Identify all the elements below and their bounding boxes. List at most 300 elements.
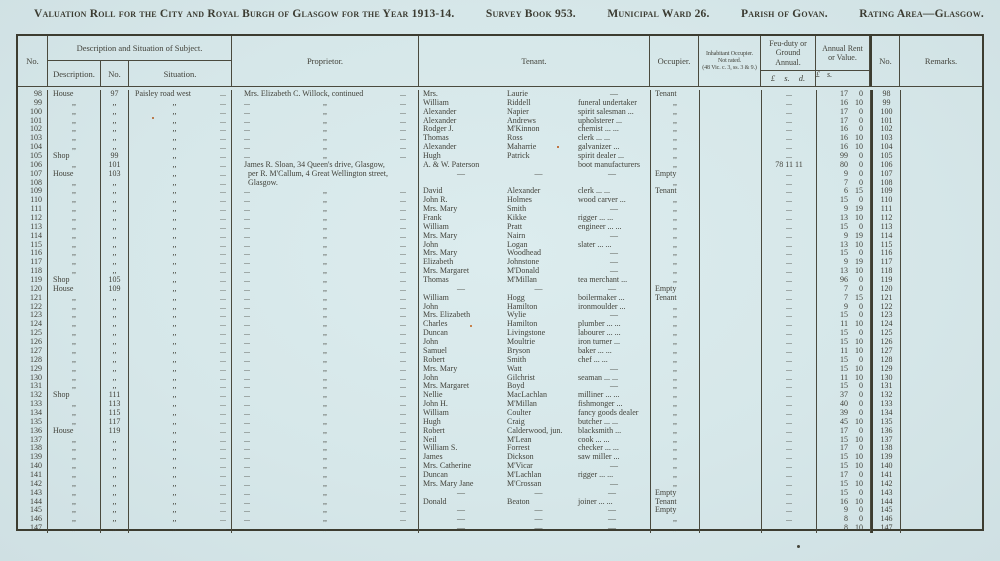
cell-street-no: ,, [101, 117, 129, 126]
cell-description: ,, [48, 382, 101, 391]
cell-situation: ,, ... [129, 99, 232, 108]
cell-entry-no-right: 110 [871, 196, 901, 205]
cell-tenant: Neil M'Lean cook ... ... [419, 436, 651, 445]
cell-occupier: ,, [651, 214, 700, 223]
cell-feu-duty: ... [762, 205, 817, 214]
cell-entry-no: 122 [18, 303, 48, 312]
cell-situation: ,, ... [129, 409, 232, 418]
cell-feu-duty: ... [762, 267, 817, 276]
cell-proprietor: ... ,, ... [232, 267, 419, 276]
cell-inhabitant-occupier [700, 125, 762, 134]
table-row [18, 161, 982, 170]
cell-situation: ,, ... [129, 418, 232, 427]
cell-description: ,, [48, 214, 101, 223]
cell-tenant: Mrs. Mary Nairn — [419, 232, 651, 241]
cell-remarks [901, 347, 982, 356]
cell-annual-rent: 7 15 [817, 294, 871, 303]
cell-situation: ,, ... [129, 125, 232, 134]
table-row [18, 338, 982, 347]
cell-street-no: ,, [101, 267, 129, 276]
cell-entry-no-right: 99 [871, 99, 901, 108]
cell-inhabitant-occupier [700, 152, 762, 161]
table-row [18, 471, 982, 480]
cell-annual-rent: 17 0 [817, 471, 871, 480]
cell-inhabitant-occupier [700, 108, 762, 117]
cell-feu-duty: ... [762, 108, 817, 117]
cell-entry-no: 125 [18, 329, 48, 338]
cell-inhabitant-occupier [700, 320, 762, 329]
cell-feu-duty: ... [762, 285, 817, 294]
cell-entry-no: 146 [18, 515, 48, 524]
cell-entry-no-right: 109 [871, 187, 901, 196]
cell-street-no: 119 [101, 427, 129, 436]
cell-proprietor: ... ,, ... [232, 524, 419, 533]
cell-inhabitant-occupier [700, 374, 762, 383]
cell-proprietor: ... ,, ... [232, 125, 419, 134]
table-row [18, 418, 982, 427]
cell-entry-no-right: 133 [871, 400, 901, 409]
cell-tenant: — — — [419, 506, 651, 515]
cell-street-no: ,, [101, 232, 129, 241]
cell-entry-no: 106 [18, 161, 48, 170]
cell-occupier: ,, [651, 471, 700, 480]
cell-situation: ,, ... [129, 462, 232, 471]
cell-street-no: ,, [101, 356, 129, 365]
cell-proprietor: ... ,, ... [232, 382, 419, 391]
cell-tenant: Mrs. Catherine M'Vicar — [419, 462, 651, 471]
cell-tenant: William Coulter fancy goods dealer [419, 409, 651, 418]
cell-inhabitant-occupier [700, 436, 762, 445]
cell-tenant: Hugh Patrick spirit dealer ... [419, 152, 651, 161]
cell-tenant: Robert Smith chef ... ... [419, 356, 651, 365]
cell-entry-no: 126 [18, 338, 48, 347]
table-row [18, 267, 982, 276]
cell-entry-no-right: 126 [871, 338, 901, 347]
cell-occupier: Tenant [651, 498, 700, 507]
cell-inhabitant-occupier [700, 480, 762, 489]
cell-feu-duty: ... [762, 187, 817, 196]
paper-speck [797, 545, 800, 548]
cell-street-no: ,, [101, 187, 129, 196]
table-row [18, 320, 982, 329]
cell-annual-rent: 99 0 [817, 152, 871, 161]
cell-occupier: ,, [651, 99, 700, 108]
title-municipal-ward: Municipal Ward 26. [607, 8, 710, 20]
cell-remarks [901, 356, 982, 365]
cell-description: ,, [48, 436, 101, 445]
cell-tenant: William Riddell funeral undertaker [419, 99, 651, 108]
cell-entry-no: 128 [18, 356, 48, 365]
cell-description: ,, [48, 134, 101, 143]
cell-entry-no: 115 [18, 241, 48, 250]
cell-occupier: ,, [651, 427, 700, 436]
header-group-label: Description and Situation of Subject. [48, 36, 231, 61]
cell-tenant: Alexander Maharrie galvanizer ... [419, 143, 651, 152]
cell-inhabitant-occupier [700, 249, 762, 258]
cell-street-no: ,, [101, 347, 129, 356]
cell-description: ,, [48, 232, 101, 241]
header-sub-description: Description. [48, 61, 101, 86]
cell-situation: ,, ... [129, 152, 232, 161]
cell-street-no: ,, [101, 179, 129, 188]
cell-entry-no-right: 111 [871, 205, 901, 214]
cell-annual-rent: 17 0 [817, 90, 871, 99]
cell-situation: ,, ... [129, 480, 232, 489]
cell-feu-duty: ... [762, 515, 817, 524]
cell-entry-no: 147 [18, 524, 48, 533]
cell-situation: ,, ... [129, 471, 232, 480]
cell-remarks [901, 365, 982, 374]
cell-inhabitant-occupier [700, 418, 762, 427]
cell-inhabitant-occupier [700, 170, 762, 179]
cell-proprietor: ... ,, ... [232, 249, 419, 258]
cell-inhabitant-occupier [700, 117, 762, 126]
table-row [18, 90, 982, 99]
cell-annual-rent: 9 0 [817, 506, 871, 515]
cell-feu-duty: ... [762, 320, 817, 329]
cell-annual-rent: 15 0 [817, 196, 871, 205]
table-row [18, 99, 982, 108]
cell-situation: ,, ... [129, 276, 232, 285]
cell-feu-duty: ... [762, 356, 817, 365]
cell-inhabitant-occupier [700, 303, 762, 312]
cell-annual-rent: 7 0 [817, 179, 871, 188]
cell-remarks [901, 214, 982, 223]
cell-remarks [901, 427, 982, 436]
cell-inhabitant-occupier [700, 347, 762, 356]
cell-tenant: Duncan Livingstone labourer ... ... [419, 329, 651, 338]
table-row [18, 524, 982, 533]
cell-situation: ,, ... [129, 117, 232, 126]
cell-entry-no-right: 132 [871, 391, 901, 400]
cell-occupier: ,, [651, 311, 700, 320]
cell-description: ,, [48, 498, 101, 507]
cell-proprietor: ... ,, ... [232, 258, 419, 267]
cell-annual-rent: 15 0 [817, 249, 871, 258]
table-row [18, 134, 982, 143]
cell-feu-duty: ... [762, 338, 817, 347]
cell-situation: ,, ... [129, 329, 232, 338]
cell-description: ,, [48, 108, 101, 117]
table-row [18, 506, 982, 515]
cell-entry-no-right: 130 [871, 374, 901, 383]
cell-street-no: ,, [101, 489, 129, 498]
cell-annual-rent: 9 19 [817, 205, 871, 214]
table-row [18, 382, 982, 391]
cell-annual-rent: 17 0 [817, 108, 871, 117]
cell-occupier: ,, [651, 480, 700, 489]
cell-entry-no-right: 123 [871, 311, 901, 320]
table-row [18, 427, 982, 436]
cell-occupier: ,, [651, 117, 700, 126]
cell-description: ,, [48, 374, 101, 383]
cell-tenant: A. & W. Paterson boot manufacturers [419, 161, 651, 170]
cell-feu-duty: ... [762, 462, 817, 471]
cell-annual-rent: 16 10 [817, 99, 871, 108]
table-row [18, 152, 982, 161]
cell-proprietor: ... ,, ... [232, 303, 419, 312]
cell-remarks [901, 471, 982, 480]
cell-feu-duty: ... [762, 276, 817, 285]
cell-occupier: Empty [651, 285, 700, 294]
cell-description: ,, [48, 489, 101, 498]
header-description-group [48, 36, 232, 86]
table-row [18, 453, 982, 462]
cell-description: ,, [48, 249, 101, 258]
cell-street-no: ,, [101, 462, 129, 471]
cell-entry-no: 120 [18, 285, 48, 294]
cell-occupier: ,, [651, 108, 700, 117]
cell-street-no: ,, [101, 125, 129, 134]
cell-occupier: ,, [651, 241, 700, 250]
cell-feu-duty: ... [762, 99, 817, 108]
cell-situation: ,, ... [129, 400, 232, 409]
cell-situation: ,, ... [129, 223, 232, 232]
table-row [18, 294, 982, 303]
cell-proprietor: ... ,, ... [232, 276, 419, 285]
cell-proprietor: ... ,, ... [232, 453, 419, 462]
cell-feu-duty: ... [762, 453, 817, 462]
cell-tenant: — — — [419, 515, 651, 524]
cell-remarks [901, 196, 982, 205]
cell-description: ,, [48, 205, 101, 214]
cell-entry-no: 140 [18, 462, 48, 471]
cell-entry-no-right: 107 [871, 170, 901, 179]
cell-entry-no: 107 [18, 170, 48, 179]
cell-remarks [901, 320, 982, 329]
cell-proprietor: ... ,, ... [232, 214, 419, 223]
cell-inhabitant-occupier [700, 524, 762, 533]
cell-tenant: Mrs. Elizabeth Wylie — [419, 311, 651, 320]
cell-remarks [901, 374, 982, 383]
cell-situation: ,, ... [129, 489, 232, 498]
cell-situation: ,, ... [129, 498, 232, 507]
cell-inhabitant-occupier [700, 471, 762, 480]
cell-description: ,, [48, 258, 101, 267]
table-row [18, 303, 982, 312]
cell-occupier: ,, [651, 232, 700, 241]
cell-situation: ,, ... [129, 320, 232, 329]
cell-situation: ,, ... [129, 374, 232, 383]
cell-street-no: ,, [101, 134, 129, 143]
cell-inhabitant-occupier [700, 258, 762, 267]
cell-street-no: ,, [101, 249, 129, 258]
cell-tenant: Frank Kikke rigger ... ... [419, 214, 651, 223]
cell-entry-no: 118 [18, 267, 48, 276]
cell-proprietor: Glasgow. [232, 179, 419, 188]
cell-annual-rent: 96 0 [817, 276, 871, 285]
cell-proprietor: ... ,, ... [232, 143, 419, 152]
cell-street-no: ,, [101, 223, 129, 232]
cell-entry-no-right: 144 [871, 498, 901, 507]
cell-proprietor: ... ,, ... [232, 374, 419, 383]
cell-tenant: Robert Calderwood, jun. blacksmith ... [419, 427, 651, 436]
cell-entry-no-right: 103 [871, 134, 901, 143]
cell-entry-no-right: 138 [871, 444, 901, 453]
cell-entry-no-right: 135 [871, 418, 901, 427]
cell-situation: ,, ... [129, 143, 232, 152]
cell-annual-rent: 16 10 [817, 134, 871, 143]
cell-remarks [901, 436, 982, 445]
cell-remarks [901, 338, 982, 347]
cell-entry-no: 139 [18, 453, 48, 462]
cell-proprietor: ... ,, ... [232, 338, 419, 347]
cell-situation: ,, ... [129, 444, 232, 453]
cell-street-no: ,, [101, 480, 129, 489]
table-row [18, 276, 982, 285]
cell-inhabitant-occupier [700, 391, 762, 400]
cell-street-no: ,, [101, 294, 129, 303]
cell-street-no: ,, [101, 471, 129, 480]
cell-description: ,, [48, 143, 101, 152]
cell-street-no: ,, [101, 365, 129, 374]
table-row [18, 223, 982, 232]
cell-inhabitant-occupier [700, 365, 762, 374]
cell-tenant: David Alexander clerk ... ... [419, 187, 651, 196]
cell-inhabitant-occupier [700, 223, 762, 232]
cell-street-no: 99 [101, 152, 129, 161]
cell-annual-rent: 45 10 [817, 418, 871, 427]
cell-feu-duty: ... [762, 258, 817, 267]
cell-feu-duty: ... [762, 214, 817, 223]
table-row [18, 196, 982, 205]
cell-situation: ,, ... [129, 267, 232, 276]
table-row [18, 480, 982, 489]
table-row [18, 108, 982, 117]
cell-feu-duty: ... [762, 347, 817, 356]
cell-annual-rent: 16 10 [817, 498, 871, 507]
cell-street-no: 105 [101, 276, 129, 285]
cell-description: ,, [48, 409, 101, 418]
cell-situation: ,, ... [129, 258, 232, 267]
cell-remarks [901, 506, 982, 515]
cell-feu-duty: ... [762, 382, 817, 391]
cell-description: ,, [48, 506, 101, 515]
cell-annual-rent: 17 0 [817, 117, 871, 126]
cell-inhabitant-occupier [700, 515, 762, 524]
cell-tenant: William Pratt engineer ... ... [419, 223, 651, 232]
cell-entry-no: 109 [18, 187, 48, 196]
cell-occupier: ,, [651, 134, 700, 143]
cell-annual-rent: 80 0 [817, 161, 871, 170]
cell-description: ,, [48, 267, 101, 276]
cell-feu-duty: ... [762, 365, 817, 374]
cell-entry-no: 98 [18, 90, 48, 99]
cell-entry-no: 145 [18, 506, 48, 515]
cell-street-no: ,, [101, 453, 129, 462]
cell-proprietor: ... ,, ... [232, 320, 419, 329]
cell-description: ,, [48, 161, 101, 170]
cell-tenant: Mrs. Mary Jane M'Crossan — [419, 480, 651, 489]
valuation-roll-table [16, 34, 984, 531]
cell-remarks [901, 152, 982, 161]
cell-tenant: Rodger J. M'Kinnon chemist ... ... [419, 125, 651, 134]
title-rating-area: Rating Area—Glasgow. [859, 8, 984, 20]
cell-feu-duty: ... [762, 152, 817, 161]
cell-remarks [901, 205, 982, 214]
cell-street-no: 113 [101, 400, 129, 409]
cell-tenant: Mrs. Mary Smith — [419, 205, 651, 214]
table-row [18, 391, 982, 400]
cell-tenant: James Dickson saw miller ... [419, 453, 651, 462]
cell-inhabitant-occupier [700, 99, 762, 108]
cell-description: ,, [48, 294, 101, 303]
cell-situation: ,, ... [129, 179, 232, 188]
cell-occupier: ,, [651, 462, 700, 471]
cell-entry-no: 143 [18, 489, 48, 498]
cell-occupier: ,, [651, 276, 700, 285]
cell-feu-duty: ... [762, 409, 817, 418]
cell-description: Shop [48, 391, 101, 400]
cell-tenant: John Hamilton ironmoulder ... [419, 303, 651, 312]
cell-occupier: Tenant [651, 90, 700, 99]
cell-remarks [901, 311, 982, 320]
cell-remarks [901, 418, 982, 427]
table-row [18, 241, 982, 250]
cell-annual-rent: 15 10 [817, 436, 871, 445]
cell-tenant: Alexander Napier spirit salesman ... [419, 108, 651, 117]
cell-annual-rent: 7 0 [817, 285, 871, 294]
cell-entry-no-right: 112 [871, 214, 901, 223]
cell-annual-rent: 17 0 [817, 444, 871, 453]
cell-entry-no-right: 121 [871, 294, 901, 303]
cell-entry-no: 111 [18, 205, 48, 214]
cell-remarks [901, 480, 982, 489]
table-row [18, 187, 982, 196]
cell-entry-no: 102 [18, 125, 48, 134]
cell-feu-duty: ... [762, 418, 817, 427]
cell-annual-rent: 6 15 [817, 187, 871, 196]
cell-tenant: Duncan M'Lachlan rigger ... ... [419, 471, 651, 480]
cell-street-no: ,, [101, 311, 129, 320]
cell-inhabitant-occupier [700, 409, 762, 418]
cell-annual-rent: 11 10 [817, 320, 871, 329]
cell-proprietor: ... ,, ... [232, 427, 419, 436]
cell-situation: ,, ... [129, 515, 232, 524]
cell-proprietor: ... ,, ... [232, 223, 419, 232]
cell-feu-duty: ... [762, 498, 817, 507]
cell-entry-no: 116 [18, 249, 48, 258]
cell-entry-no: 141 [18, 471, 48, 480]
cell-street-no: ,, [101, 374, 129, 383]
cell-inhabitant-occupier [700, 241, 762, 250]
cell-proprietor: ... ,, ... [232, 356, 419, 365]
cell-street-no: ,, [101, 498, 129, 507]
cell-occupier: Tenant [651, 187, 700, 196]
table-row [18, 498, 982, 507]
cell-street-no: 115 [101, 409, 129, 418]
cell-situation: ,, ... [129, 249, 232, 258]
cell-entry-no-right: 134 [871, 409, 901, 418]
cell-annual-rent: 13 10 [817, 267, 871, 276]
cell-occupier: ,, [651, 125, 700, 134]
cell-entry-no: 112 [18, 214, 48, 223]
cell-inhabitant-occupier [700, 285, 762, 294]
cell-tenant: Mrs. Margaret Boyd — [419, 382, 651, 391]
cell-entry-no: 113 [18, 223, 48, 232]
cell-entry-no-right: 137 [871, 436, 901, 445]
cell-inhabitant-occupier [700, 90, 762, 99]
cell-description: ,, [48, 365, 101, 374]
cell-occupier: ,, [651, 347, 700, 356]
cell-situation: ,, ... [129, 294, 232, 303]
cell-occupier: ,, [651, 179, 700, 188]
cell-entry-no: 127 [18, 347, 48, 356]
cell-annual-rent: 15 0 [817, 329, 871, 338]
cell-entry-no-right: 100 [871, 108, 901, 117]
cell-entry-no-right: 116 [871, 249, 901, 258]
cell-situation: ,, ... [129, 356, 232, 365]
